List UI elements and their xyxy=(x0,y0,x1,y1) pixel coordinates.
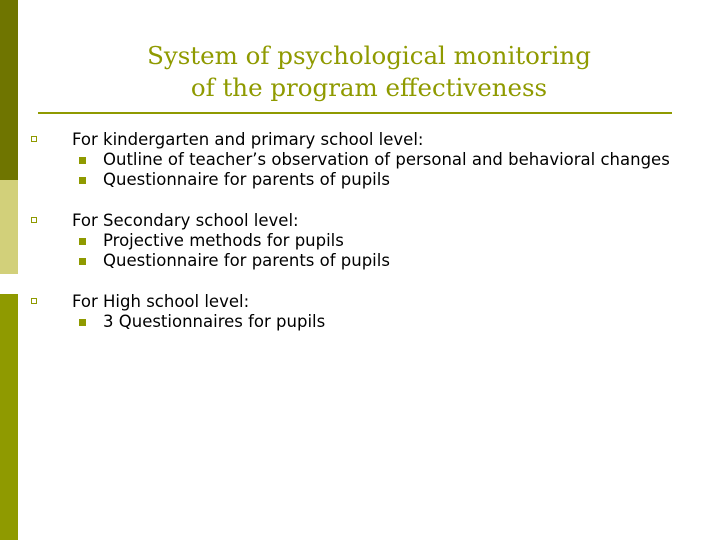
sub-bullet-item xyxy=(30,251,700,271)
sub-bullet-text: Questionnaire for parents of pupils xyxy=(103,251,390,270)
bullet-group-kindergarten xyxy=(30,130,700,190)
hollow-square-bullet-icon xyxy=(31,298,37,304)
sub-bullet-text: Outline of teacher’s observation of personal and behavioral changes xyxy=(103,150,670,169)
bullet-label: For Secondary school level: xyxy=(72,211,299,230)
square-bullet-icon xyxy=(79,177,86,184)
sidebar-decoration xyxy=(0,0,18,540)
hollow-square-bullet-icon xyxy=(31,217,37,223)
sub-bullet-text: 3 Questionnaires for pupils xyxy=(103,312,326,331)
title-underline xyxy=(38,112,672,114)
bullet-item xyxy=(30,211,700,231)
square-bullet-icon xyxy=(79,157,86,164)
sub-bullet-item xyxy=(30,312,700,332)
bullet-item xyxy=(30,130,700,150)
bullet-group-secondary xyxy=(30,211,700,271)
sidebar-segment-gap xyxy=(0,274,18,294)
sidebar-segment-olive xyxy=(0,294,18,540)
sub-bullet-text: Projective methods for pupils xyxy=(103,231,344,250)
bullet-item xyxy=(30,292,700,312)
square-bullet-icon xyxy=(79,319,86,326)
slide-title xyxy=(18,40,720,104)
sub-bullet-text: Questionnaire for parents of pupils xyxy=(103,170,390,189)
sidebar-segment-dark xyxy=(0,0,18,180)
bullet-group-high-school xyxy=(30,292,700,332)
sub-bullet-item xyxy=(30,150,700,170)
bullet-list xyxy=(30,130,700,353)
sub-bullet-item xyxy=(30,231,700,251)
bullet-label: For High school level: xyxy=(72,292,250,311)
slide-title-line-2: of the program effectiveness xyxy=(190,73,548,102)
bullet-label: For kindergarten and primary school level: xyxy=(72,130,424,149)
sidebar-segment-light xyxy=(0,180,18,274)
hollow-square-bullet-icon xyxy=(31,136,37,142)
square-bullet-icon xyxy=(79,258,86,265)
sub-bullet-item xyxy=(30,170,700,190)
square-bullet-icon xyxy=(79,238,86,245)
slide-title-line-1: System of psychological monitoring xyxy=(147,41,591,70)
